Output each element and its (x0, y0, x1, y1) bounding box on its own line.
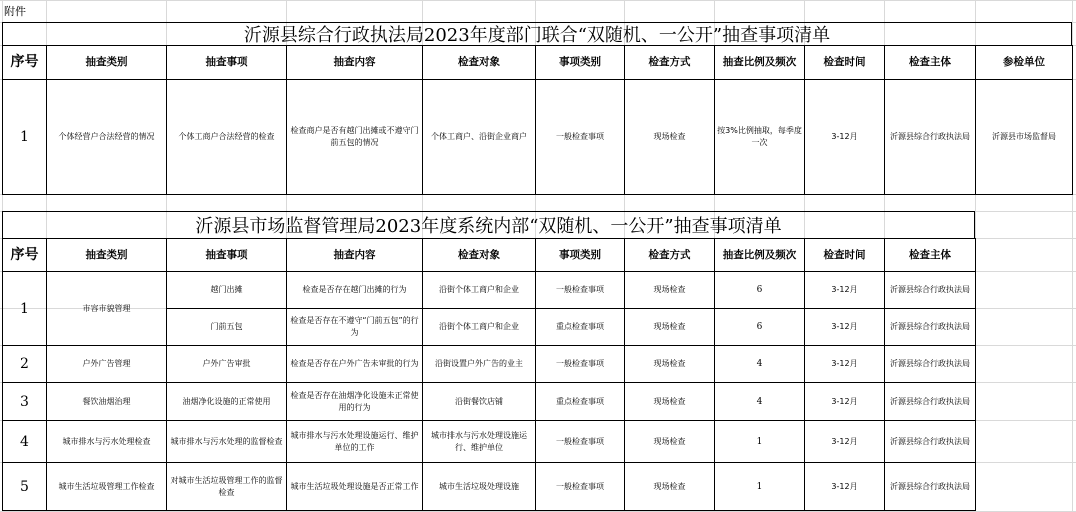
table2-cell-content: 检查是否存在越门出摊的行为 (286, 271, 423, 309)
table2-cell-object: 沿街个体工商户和企业 (422, 271, 536, 309)
table2-cell-content: 城市排水与污水处理设施运行、维护单位的工作 (286, 420, 423, 463)
table2-cell-object: 城市排水与污水处理设施运行、维护单位 (422, 420, 536, 463)
table2-cell-ratio: 1 (714, 462, 805, 511)
table2-cell-time: 3-12月 (804, 420, 885, 463)
table2-cell-content: 检查是否存在油烟净化设施未正常使用的行为 (286, 382, 423, 421)
table2-cell-content: 检查是否存在户外广告未审批的行为 (286, 345, 423, 383)
table1-title: 沂源县综合行政执法局2023年度部门联合“双随机、一公开”抽查事项清单 (2, 22, 1072, 46)
table2-cell-type: 重点检查事项 (535, 382, 625, 421)
table1-header-time: 检查时间 (804, 45, 885, 80)
table2-cell-object: 沿街设置户外广告的业主 (422, 345, 536, 383)
table2-header-time: 检查时间 (804, 238, 885, 272)
table1-header-method: 检查方式 (624, 45, 715, 80)
table2-cell-category: 城市排水与污水处理检查 (46, 420, 167, 463)
table2-header-content: 抽查内容 (286, 238, 423, 272)
grid-line (0, 0, 1076, 1)
table2-header-ratio: 抽查比例及频次 (714, 238, 805, 272)
table2-cell-item: 城市排水与污水处理的监督检查 (166, 420, 287, 463)
table2-cell-time: 3-12月 (804, 462, 885, 511)
table1-cell-unit: 沂源县市场监督局 (975, 79, 1073, 195)
table2-cell-method: 现场检查 (624, 345, 715, 383)
table2-cell-method: 现场检查 (624, 462, 715, 511)
table1-header-object: 检查对象 (422, 45, 536, 80)
table2-cell-method: 现场检查 (624, 271, 715, 309)
table2-cell-subject: 沂源县综合行政执法局 (884, 308, 976, 346)
table2-cell-item: 越门出摊 (166, 271, 287, 309)
table2-cell-ratio: 4 (714, 382, 805, 421)
table1-cell-item: 个体工商户合法经营的检查 (166, 79, 287, 195)
table2-cell-object: 沿街餐饮店铺 (422, 382, 536, 421)
table2-cell-time: 3-12月 (804, 382, 885, 421)
table2-cell-subject: 沂源县综合行政执法局 (884, 271, 976, 309)
table1-header-content: 抽查内容 (286, 45, 423, 80)
table1-cell-seq: 1 (2, 79, 47, 195)
table2-cell-object: 沿街个体工商户和企业 (422, 308, 536, 346)
table2-cell-type: 一般检查事项 (535, 345, 625, 383)
table2-cell-ratio: 6 (714, 271, 805, 309)
table2-header-category: 抽查类别 (46, 238, 167, 272)
table1-header-subject: 检查主体 (884, 45, 976, 80)
table2-header-object: 检查对象 (422, 238, 536, 272)
table2-header-subject: 检查主体 (884, 238, 976, 272)
table2-cell-method: 现场检查 (624, 382, 715, 421)
table1-header-category: 抽查类别 (46, 45, 167, 80)
table1-cell-category: 个体经营户合法经营的情况 (46, 79, 167, 195)
table2-cell-type: 一般检查事项 (535, 271, 625, 309)
table1-header-ratio: 抽查比例及频次 (714, 45, 805, 80)
table2-header-item: 抽查事项 (166, 238, 287, 272)
table2-cell-time: 3-12月 (804, 345, 885, 383)
table2-cell-item: 油烟净化设施的正常使用 (166, 382, 287, 421)
table1-header-seq: 序号 (2, 45, 47, 80)
table2-cell-subject: 沂源县综合行政执法局 (884, 462, 976, 511)
table1-cell-method: 现场检查 (624, 79, 715, 195)
table2-cell-seq: 4 (2, 420, 47, 463)
table2-cell-ratio: 6 (714, 308, 805, 346)
table1-header-type: 事项类别 (535, 45, 625, 80)
table2-cell-method: 现场检查 (624, 308, 715, 346)
table1-cell-type: 一般检查事项 (535, 79, 625, 195)
table2-cell-category: 城市生活垃圾管理工作检查 (46, 462, 167, 511)
table1-cell-content: 检查商户是否有越门出摊或不遵守门前五包的情况 (286, 79, 423, 195)
table1-cell-object: 个体工商户、沿街企业商户 (422, 79, 536, 195)
table2-cell-object: 城市生活垃圾处理设施 (422, 462, 536, 511)
table2-cell-type: 重点检查事项 (535, 308, 625, 346)
table2-cell-seq: 3 (2, 382, 47, 421)
table2-cell-time: 3-12月 (804, 271, 885, 309)
table2-cell-ratio: 1 (714, 420, 805, 463)
table1-cell-subject: 沂源县综合行政执法局 (884, 79, 976, 195)
table1-cell-ratio: 按3%比例抽取，每季度一次 (714, 79, 805, 195)
table2-cell-method: 现场检查 (624, 420, 715, 463)
appendix-label: 附件 (4, 5, 26, 18)
table2-cell-item: 对城市生活垃圾管理工作的监督检查 (166, 462, 287, 511)
table2-cell-subject: 沂源县综合行政执法局 (884, 382, 976, 421)
table2-cell-item: 户外广告审批 (166, 345, 287, 383)
table2-cell-seq: 5 (2, 462, 47, 511)
table2-cell-category: 户外广告管理 (46, 345, 167, 383)
table2-cell-time: 3-12月 (804, 308, 885, 346)
table2-header-method: 检查方式 (624, 238, 715, 272)
table1-header-unit: 参检单位 (975, 45, 1073, 80)
table2-cell-content: 检查是否存在不遵守“门前五包”的行为 (286, 308, 423, 346)
table2-cell-seq: 2 (2, 345, 47, 383)
table2-cell-seq: 1 (2, 271, 47, 346)
table2-cell-type: 一般检查事项 (535, 462, 625, 511)
table2-cell-subject: 沂源县综合行政执法局 (884, 345, 976, 383)
table2-cell-item: 门前五包 (166, 308, 287, 346)
table2-cell-subject: 沂源县综合行政执法局 (884, 420, 976, 463)
table2-header-seq: 序号 (2, 238, 47, 272)
table2-cell-ratio: 4 (714, 345, 805, 383)
table2-header-type: 事项类别 (535, 238, 625, 272)
table2-cell-category: 餐饮油烟治理 (46, 382, 167, 421)
table1-cell-time: 3-12月 (804, 79, 885, 195)
table1-header-item: 抽查事项 (166, 45, 287, 80)
table2-cell-category: 市容市貌管理 (46, 271, 167, 346)
table2-cell-type: 一般检查事项 (535, 420, 625, 463)
table2-title: 沂源县市场监督管理局2023年度系统内部“双随机、一公开”抽查事项清单 (2, 211, 975, 239)
table2-cell-content: 城市生活垃圾处理设施是否正常工作 (286, 462, 423, 511)
